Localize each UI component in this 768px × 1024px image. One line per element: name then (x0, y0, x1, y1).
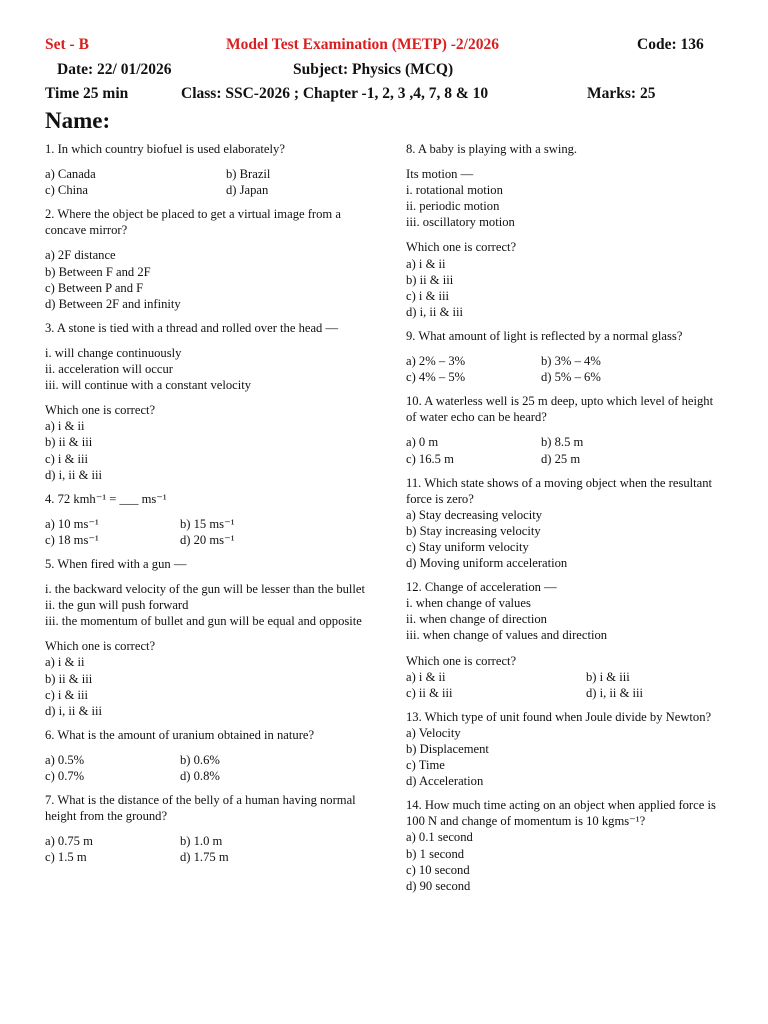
option-c: c) China (45, 183, 89, 198)
question-stem: 14. How much time acting on an object when applied force is 100 N and change of momentum is 10 kgms⁻¹? (406, 798, 716, 829)
left-column (45, 141, 365, 873)
option-b: b) 3% – 4% (541, 354, 601, 369)
option-d: d) i, ii & iii (406, 304, 464, 319)
option-d: d) 20 ms⁻¹ (180, 532, 235, 547)
question-1 (45, 141, 365, 198)
option-c: c) ii & iii (406, 685, 453, 700)
options (406, 507, 718, 571)
which-correct-prompt: Which one is correct? (45, 639, 156, 654)
question-7 (45, 792, 365, 865)
question-stem: 12. Change of acceleration — (406, 580, 557, 595)
question-8 (406, 141, 718, 320)
question-stem: 13. Which type of unit found when Joule divide by Newton? (406, 709, 712, 724)
options (45, 833, 365, 865)
statement-i: i. rotational motion (406, 183, 503, 198)
option-a: a) 0.5% (45, 752, 85, 767)
option-d: d) 25 m (541, 451, 581, 466)
question-4 (45, 491, 365, 548)
option-d: d) i, ii & iii (586, 685, 644, 700)
option-b: b) 1 second (406, 846, 465, 861)
options (406, 353, 718, 385)
option-d: d) i, ii & iii (45, 467, 103, 482)
option-c: c) i & iii (406, 288, 450, 303)
option-a: a) 2F distance (45, 248, 116, 263)
option-a: a) Stay decreasing velocity (406, 507, 543, 522)
set-label: Set - B (45, 36, 89, 53)
statement-ii: ii. acceleration will occur (45, 362, 173, 377)
statement-iii: iii. the momentum of bullet and gun will be equal and opposite (45, 614, 362, 629)
options (406, 725, 718, 789)
statements (45, 345, 365, 393)
option-c: c) 16.5 m (406, 451, 454, 466)
statement-i: i. will change continuously (45, 345, 182, 360)
option-c: c) 10 second (406, 862, 470, 877)
exam-code: Code: 136 (637, 36, 704, 53)
statements (45, 581, 365, 629)
option-c: c) Time (406, 758, 445, 773)
option-a: a) i & ii (406, 256, 446, 271)
options (45, 654, 365, 718)
options (406, 829, 718, 893)
option-d: d) Japan (226, 183, 269, 198)
question-stem: 3. A stone is tied with a thread and rolled over the head — (45, 320, 339, 335)
option-a: a) 2% – 3% (406, 354, 466, 369)
statements (406, 595, 718, 643)
option-d: d) i, ii & iii (45, 703, 103, 718)
option-b: b) 0.6% (180, 752, 220, 767)
exam-time: Time 25 min (45, 85, 129, 102)
exam-class: Class: SSC-2026 ; Chapter -1, 2, 3 ,4, 7, 8 & 10 (181, 85, 489, 102)
question-stem: 6. What is the amount of uranium obtained in nature? (45, 727, 315, 742)
which-correct-prompt: Which one is correct? (45, 403, 156, 418)
right-column (406, 141, 718, 902)
option-a: a) 0 m (406, 435, 439, 450)
option-d: d) 5% – 6% (541, 370, 601, 385)
statement-ii: ii. periodic motion (406, 199, 500, 214)
option-d: d) 90 second (406, 878, 471, 893)
option-d: d) 0.8% (180, 769, 220, 783)
options (406, 434, 718, 466)
statement-iii: iii. oscillatory motion (406, 215, 515, 230)
options (45, 166, 365, 198)
option-b: b) 1.0 m (180, 834, 223, 849)
option-a: a) i & ii (406, 669, 446, 684)
question-2 (45, 206, 365, 312)
option-b: b) Displacement (406, 742, 489, 756)
statement-ii: ii. when change of direction (406, 612, 547, 627)
exam-marks: Marks: 25 (587, 85, 656, 102)
option-a: a) Canada (45, 167, 96, 182)
options (406, 669, 718, 701)
exam-date: Date: 22/ 01/2026 (57, 61, 172, 78)
statement-i: i. the backward velocity of the gun will be lesser than the bullet (45, 582, 365, 597)
question-stem: 9. What amount of light is reflected by a normal glass? (406, 328, 683, 343)
question-12 (406, 579, 718, 701)
option-b: b) ii & iii (406, 272, 454, 287)
option-c: c) Between P and F (45, 280, 144, 295)
statements (406, 182, 718, 230)
question-stem: 2. Where the object be placed to get a virtual image from a concave mirror? (45, 207, 341, 238)
question-13 (406, 709, 718, 789)
question-11 (406, 475, 718, 572)
question-stem: 1. In which country biofuel is used elaborately? (45, 142, 285, 156)
statement-iii: iii. will continue with a constant velocity (45, 378, 252, 393)
option-a: a) 0.1 second (406, 830, 473, 845)
option-d: d) Between 2F and infinity (45, 296, 181, 311)
option-c: c) 18 ms⁻¹ (45, 532, 99, 547)
option-b: b) Brazil (226, 167, 271, 182)
option-a: a) 0.75 m (45, 834, 93, 849)
option-b: b) ii & iii (45, 435, 93, 450)
option-d: d) Moving uniform acceleration (406, 556, 568, 571)
option-c: c) 4% – 5% (406, 370, 466, 385)
question-10 (406, 393, 718, 466)
question-stem: 7. What is the distance of the belly of a human having normal height from the ground? (45, 793, 356, 824)
option-a: a) i & ii (45, 655, 85, 670)
option-b: b) Stay increasing velocity (406, 523, 541, 538)
option-b: b) 8.5 m (541, 435, 584, 450)
question-stem: 5. When fired with a gun — (45, 556, 187, 571)
statement-i: i. when change of values (406, 596, 531, 611)
statement-ii: ii. the gun will push forward (45, 598, 189, 613)
option-b: b) ii & iii (45, 671, 93, 686)
question-6 (45, 727, 365, 784)
option-c: c) 1.5 m (45, 850, 87, 865)
question-9 (406, 328, 718, 385)
option-c: c) i & iii (45, 687, 89, 702)
option-d: d) Acceleration (406, 774, 484, 789)
option-b: b) 15 ms⁻¹ (180, 516, 235, 531)
which-correct-prompt: Which one is correct? (406, 653, 517, 668)
question-5 (45, 556, 365, 719)
option-c: c) 0.7% (45, 769, 85, 783)
option-b: b) Between F and 2F (45, 264, 151, 279)
options (406, 256, 718, 320)
which-correct-prompt: Which one is correct? (406, 240, 517, 255)
name-field-label: Name: (45, 108, 111, 133)
option-b: b) i & iii (586, 669, 630, 684)
option-c: c) i & iii (45, 451, 89, 466)
question-stem: 8. A baby is playing with a swing. (406, 142, 578, 156)
exam-subject: Subject: Physics (MCQ) (293, 61, 454, 78)
option-a: a) 10 ms⁻¹ (45, 516, 99, 531)
statement-iii: iii. when change of values and direction (406, 628, 608, 643)
question-3 (45, 320, 365, 483)
question-lead: Its motion — (406, 167, 474, 182)
option-c: c) Stay uniform velocity (406, 539, 529, 554)
question-stem: 10. A waterless well is 25 m deep, upto which level of height of water echo can be heard? (406, 394, 714, 425)
question-stem: 11. Which state shows of a moving object when the resultant force is zero? (406, 475, 713, 506)
options (45, 418, 365, 482)
options (45, 752, 365, 784)
options (45, 247, 365, 311)
option-a: a) i & ii (45, 419, 85, 434)
option-a: a) Velocity (406, 725, 461, 740)
option-d: d) 1.75 m (180, 850, 229, 865)
question-14 (406, 797, 718, 894)
exam-title: Model Test Examination (METP) -2/2026 (226, 36, 499, 53)
question-stem: 4. 72 kmh⁻¹ = ___ ms⁻¹ (45, 491, 167, 506)
options (45, 516, 365, 548)
